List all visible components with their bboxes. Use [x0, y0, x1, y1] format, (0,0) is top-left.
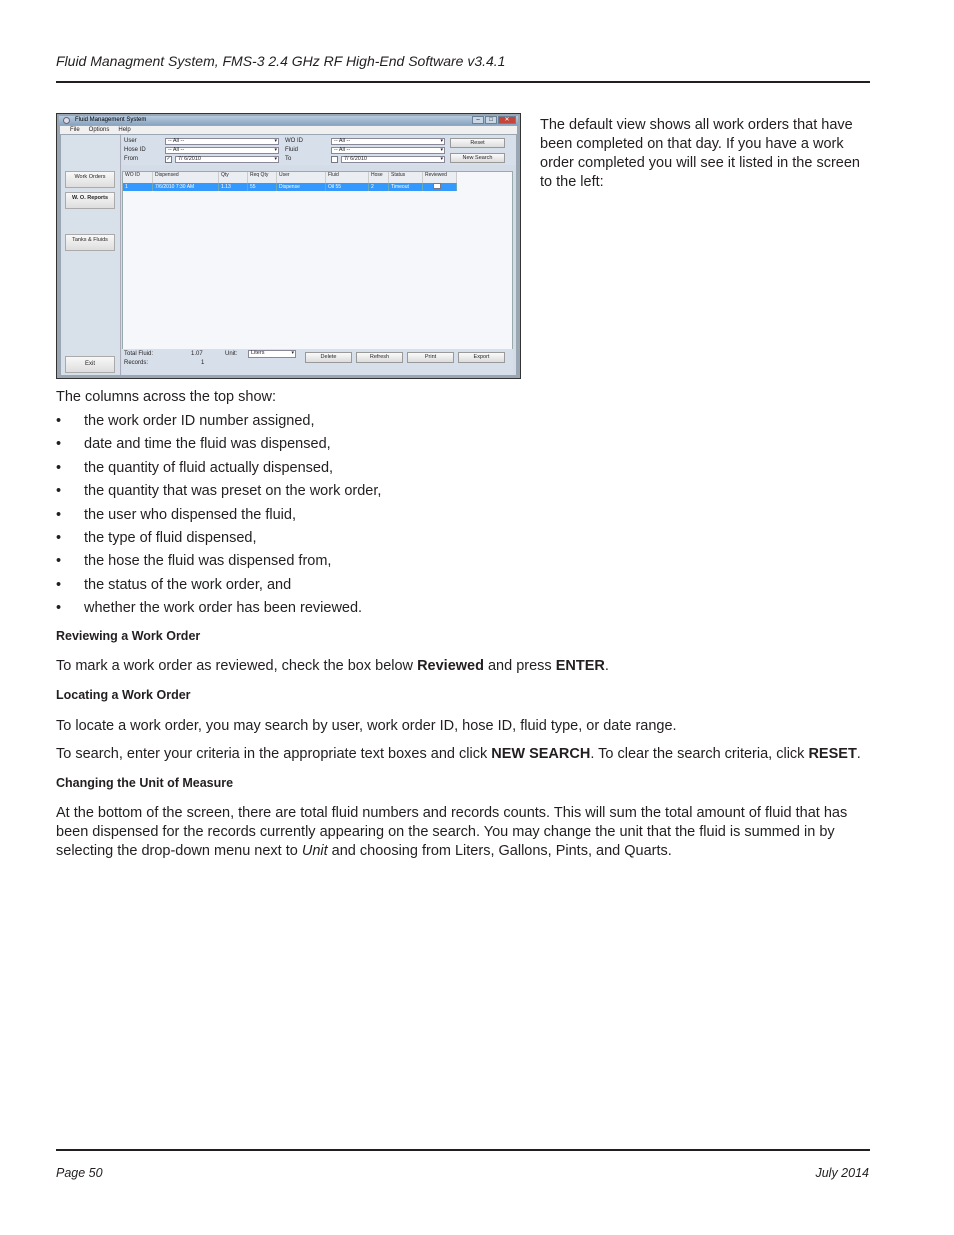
reviewed-checkbox[interactable]: [433, 183, 441, 189]
unit-paragraph: At the bottom of the screen, there are total fluid numbers and records counts. This will sum the total amount of fluid that has been dispensed for the records currently appearing on the search. You may change the unit that the fluid is summed in by selecting the drop-down menu next to Unit and choosing from Liters, Gallons, Pints, and Quarts.: [56, 805, 848, 859]
cell-status: Timeout: [389, 183, 423, 191]
cell-fluid: Oil 55: [326, 183, 369, 191]
cell-hose: 2: [369, 183, 389, 191]
locating-paragraph-2: To search, enter your criteria in the appropriate text boxes and click NEW SEARCH. To clear the search criteria, click RESET.: [56, 746, 861, 762]
wo-id-select[interactable]: -- All -- ▾: [331, 138, 445, 145]
reviewing-heading: Reviewing a Work Order: [56, 629, 201, 643]
footer-rule: [56, 1149, 870, 1151]
locating-heading: Locating a Work Order: [56, 688, 191, 702]
menu-bar: [60, 126, 517, 134]
exit-button[interactable]: Exit: [65, 356, 115, 373]
col-reviewed[interactable]: Reviewed: [423, 172, 457, 183]
window-titlebar: [59, 116, 518, 125]
list-item: • date and time the fluid was dispensed,: [56, 435, 381, 458]
delete-button[interactable]: Delete: [305, 352, 352, 363]
menu-help[interactable]: Help: [118, 127, 131, 133]
col-fluid[interactable]: Fluid: [326, 172, 369, 183]
col-req-qty[interactable]: Req Qty: [248, 172, 277, 183]
nav-panel: [61, 135, 121, 375]
cell-reviewed: [423, 183, 457, 191]
fluid-label: Fluid: [285, 147, 299, 153]
to-checkbox[interactable]: [331, 156, 338, 163]
unit-heading: Changing the Unit of Measure: [56, 776, 234, 790]
intro-paragraph: The default view shows all work orders that have been completed on that day. If you have a work order completed you will see it listed in the screen to the left:: [540, 117, 860, 190]
list-item: • the type of fluid dispensed,: [56, 529, 381, 552]
user-label: User: [124, 138, 137, 144]
grid-footer: [122, 349, 513, 375]
col-wo-id[interactable]: WO ID: [123, 172, 153, 183]
header-rule: [56, 81, 870, 83]
menu-file[interactable]: File: [70, 127, 80, 133]
from-date-picker[interactable]: 7/ 6/2010 ▾: [175, 156, 279, 163]
col-user[interactable]: User: [277, 172, 326, 183]
from-checkbox[interactable]: ✓: [166, 156, 171, 162]
cell-dispensed: 7/6/2010 7:30 AM: [153, 183, 219, 191]
export-button[interactable]: Export: [458, 352, 505, 363]
list-item: • the work order ID number assigned,: [56, 412, 381, 435]
window-client: [61, 135, 516, 375]
list-item: • the user who dispensed the fluid,: [56, 506, 381, 529]
close-icon[interactable]: ✕: [498, 116, 516, 124]
columns-intro: The columns across the top show:: [56, 389, 277, 405]
menu-options[interactable]: Options: [88, 127, 110, 133]
refresh-button[interactable]: Refresh: [356, 352, 403, 363]
to-label: To: [285, 156, 292, 162]
fluid-select[interactable]: -- All -- ▾: [331, 147, 445, 154]
wo-reports-button[interactable]: W. O. Reports: [65, 192, 115, 209]
col-dispensed[interactable]: Dispensed: [153, 172, 219, 183]
list-item: • the status of the work order, and: [56, 576, 381, 599]
list-item: • the quantity of fluid actually dispensed,: [56, 459, 381, 482]
footer-date: July 2014: [815, 1166, 869, 1180]
cell-user: Dispense: [277, 183, 326, 191]
column-list: [56, 412, 381, 623]
records-label: Records:: [124, 360, 149, 366]
maximize-icon[interactable]: □: [485, 116, 497, 124]
to-date-picker[interactable]: 7/ 6/2010 ▾: [341, 156, 445, 163]
hose-id-label: Hose ID: [124, 147, 146, 153]
unit-label: Unit:: [225, 351, 238, 357]
list-item: • whether the work order has been reviewed.: [56, 599, 381, 622]
col-hose[interactable]: Hose: [369, 172, 389, 183]
minimize-icon[interactable]: –: [472, 116, 484, 124]
window-title: Fluid Management System: [75, 117, 147, 123]
col-qty[interactable]: Qty: [219, 172, 248, 183]
print-button[interactable]: Print: [407, 352, 454, 363]
unit-select[interactable]: Liters ▾: [248, 350, 296, 358]
new-search-button[interactable]: New Search: [450, 153, 505, 163]
reviewing-paragraph: To mark a work order as reviewed, check the box below Reviewed and press ENTER.: [56, 658, 609, 674]
col-status[interactable]: Status: [389, 172, 423, 183]
cell-req-qty: 55: [248, 183, 277, 191]
tanks-fluids-button[interactable]: Tanks & Fluids: [65, 234, 115, 251]
page-number: Page 50: [56, 1166, 103, 1180]
cell-qty: 1.13: [219, 183, 248, 191]
cell-wo-id: 1: [123, 183, 153, 191]
list-item: • the quantity that was preset on the work order,: [56, 482, 381, 505]
list-item: • the hose the fluid was dispensed from,: [56, 552, 381, 575]
hose-id-select[interactable]: -- All -- ▾: [165, 147, 279, 154]
work-order-grid: [122, 171, 513, 351]
user-select[interactable]: -- All -- ▾: [165, 138, 279, 145]
app-screenshot: [56, 113, 521, 379]
locating-paragraph-1: To locate a work order, you may search by user, work order ID, hose ID, fluid type, or date range.: [56, 718, 677, 734]
table-row[interactable]: [123, 183, 457, 191]
work-orders-button[interactable]: Work Orders: [65, 171, 115, 188]
app-icon: [63, 117, 70, 124]
total-fluid-label: Total Fluid:: [124, 351, 154, 357]
document-header-title: Fluid Managment System, FMS-3 2.4 GHz RF High-End Software v3.4.1: [56, 53, 506, 69]
total-fluid-value: 1.07: [191, 351, 203, 357]
from-label: From: [124, 156, 138, 162]
filter-panel: [122, 135, 516, 165]
records-value: 1: [201, 360, 205, 366]
wo-id-label: WO ID: [285, 138, 303, 144]
reset-button[interactable]: Reset: [450, 138, 505, 148]
